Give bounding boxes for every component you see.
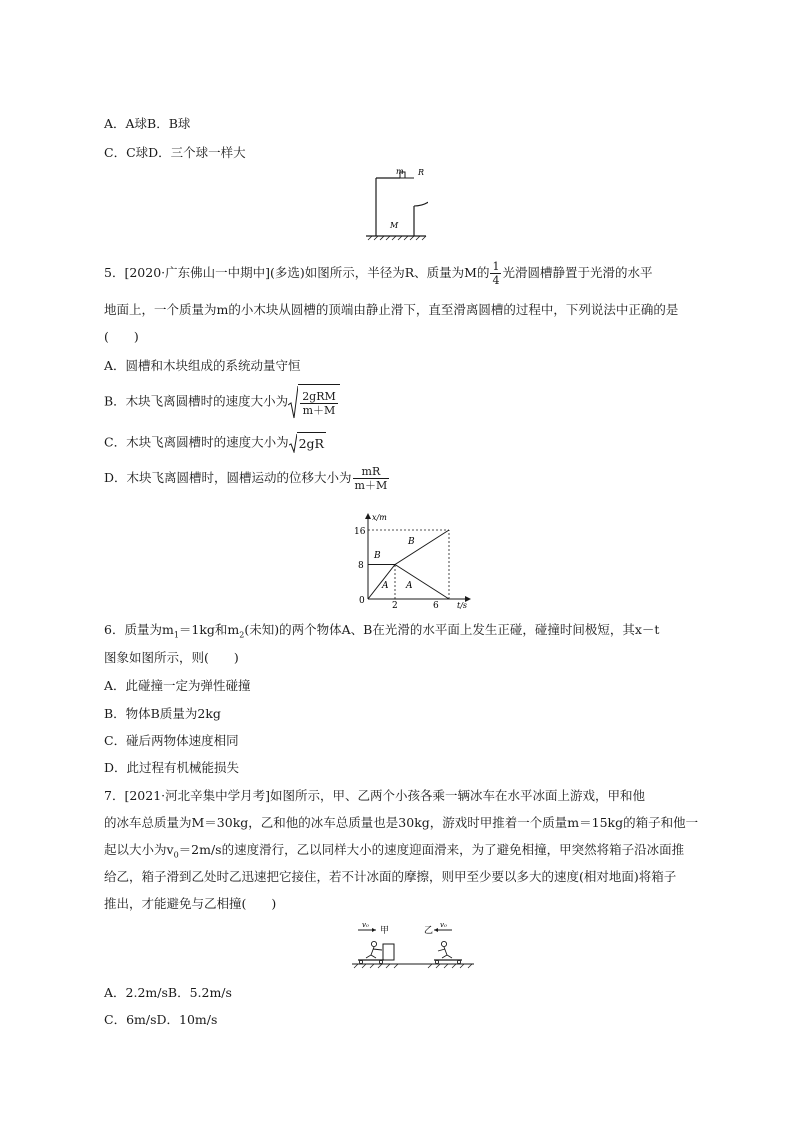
jia-label: 甲 [380, 926, 390, 936]
quarter-fraction [490, 260, 501, 287]
groove-label-M: M [390, 221, 399, 230]
q5-option-d-text: D．木块飞离圆槽时，圆槽运动的位移大小为 [104, 470, 352, 485]
q7-options-cd: C．6m/sD．10m/s [104, 1012, 218, 1027]
q5-stem-line2: 地面上，一个质量为m的小木块从圆槽的顶端由静止滑下，直至滑离圆槽的过程中，下列说法中正确的是 [104, 302, 679, 317]
chart-label-B-before: B [374, 551, 381, 561]
v0-right-label: v₀ [440, 921, 447, 929]
quarter-fraction-den: 4 [492, 274, 500, 287]
sqrt-c-radicand: 2gR [297, 432, 326, 454]
q5-stem-part2: 光滑圆槽静置于光滑的水平 [502, 265, 653, 280]
q5-option-b [104, 384, 340, 420]
q6-option-b: B．物体B质量为2kg [104, 706, 221, 721]
q5-stem-part1: 5．[2020·广东佛山一中期中](多选)如图所示，半径为R、质量为M的 [104, 265, 490, 280]
frac-d-den: m＋M [354, 479, 388, 492]
jia-kid [358, 941, 384, 963]
q6-stem-part1: 6．质量为m [104, 622, 174, 637]
q7-stem-line3 [104, 842, 684, 864]
q5-option-c-text: C．木块飞离圆槽时的速度大小为 [104, 434, 289, 450]
chart-y-tick-0: 0 [359, 596, 365, 606]
q6-sub-2: 2 [239, 630, 245, 640]
q6-option-a: A．此碰撞一定为弹性碰撞 [104, 678, 251, 693]
chart-y-axis-label: x/m [372, 513, 387, 522]
q7-stem-line4: 给乙，箱子滑到乙处时乙迅速把它接住，若不计冰面的摩擦，则甲至少要以多大的速度(相对地面)将箱子 [104, 869, 677, 884]
q7-stem-line1: 7．[2021·河北辛集中学月考]如图所示，甲、乙两个小孩各乘一辆冰车在水平冰面上游戏，甲和他 [104, 788, 645, 803]
q5-option-a: A．圆槽和木块组成的系统动量守恒 [104, 358, 301, 373]
chart-x-tick-2: 2 [392, 601, 398, 611]
q7-sub-0: 0 [173, 850, 179, 860]
chart-label-A-after: A [406, 581, 413, 591]
q5-stem-line3: ( ) [104, 329, 139, 344]
quarter-fraction-num: 1 [492, 260, 500, 273]
q5-option-d [104, 462, 390, 494]
q7-stem-part2: ＝2m/s的速度滑行，乙以同样大小的速度迎面滑来，为了避免相撞，甲突然将箱子沿冰面推 [178, 842, 685, 857]
q6-option-c: C．碰后两物体速度相同 [104, 733, 239, 748]
chart-label-B-after: B [408, 537, 415, 547]
groove-label-m: m [396, 167, 404, 176]
chart-y-tick-16: 16 [354, 527, 366, 537]
q6-option-d: D．此过程有机械能损失 [104, 760, 240, 775]
q7-stem-part1: 起以大小为v [104, 842, 174, 857]
chart-x-tick-6: 6 [433, 601, 439, 611]
groove-label-R: R [418, 168, 425, 177]
q7-stem-line2: 的冰车总质量为M＝30kg，乙和他的冰车总质量也是30kg，游戏时甲推着一个质量m＝15kg的箱子和他一 [104, 815, 699, 830]
sqrt-c [289, 432, 326, 454]
q4-options-ab: A．A球B．B球 [104, 116, 191, 131]
groove-figure [366, 166, 428, 242]
q6-stem-line2: 图象如图所示，则( ) [104, 650, 239, 665]
yi-label: 乙 [424, 926, 434, 936]
chart-x-axis-label: t/s [457, 601, 468, 610]
sqrt-b-num: 2gRM [302, 390, 336, 403]
q5-option-b-text: B．木块飞离圆槽时的速度大小为 [104, 393, 289, 409]
chart-label-A-before: A [382, 581, 389, 591]
sqrt-b [288, 384, 340, 420]
q7-options-ab: A．2.2m/sB．5.2m/s [104, 985, 232, 1000]
yi-kid [434, 941, 462, 963]
box [383, 944, 394, 960]
q4-options-cd: C．C球D．三个球一样大 [104, 145, 246, 160]
frac-d [353, 465, 390, 492]
q5-stem-line1 [104, 260, 652, 287]
q7-stem-line5: 推出，才能避免与乙相撞( ) [104, 896, 277, 911]
ice-sledge-figure [352, 920, 474, 970]
frac-d-num: mR [353, 465, 390, 479]
q6-stem-part3: (未知)的两个物体A、B在光滑的水平面上发生正碰，碰撞时间极短，其x－t [244, 622, 660, 637]
v0-left-label: v₀ [362, 921, 369, 929]
chart-y-tick-8: 8 [358, 561, 364, 571]
q5-option-c [104, 432, 326, 454]
q6-sub-1: 1 [173, 630, 179, 640]
sqrt-b-den: m＋M [302, 404, 336, 417]
q6-stem-line1 [104, 622, 659, 644]
q6-stem-part2: ＝1kg和m [178, 622, 240, 637]
xt-chart [346, 510, 476, 612]
